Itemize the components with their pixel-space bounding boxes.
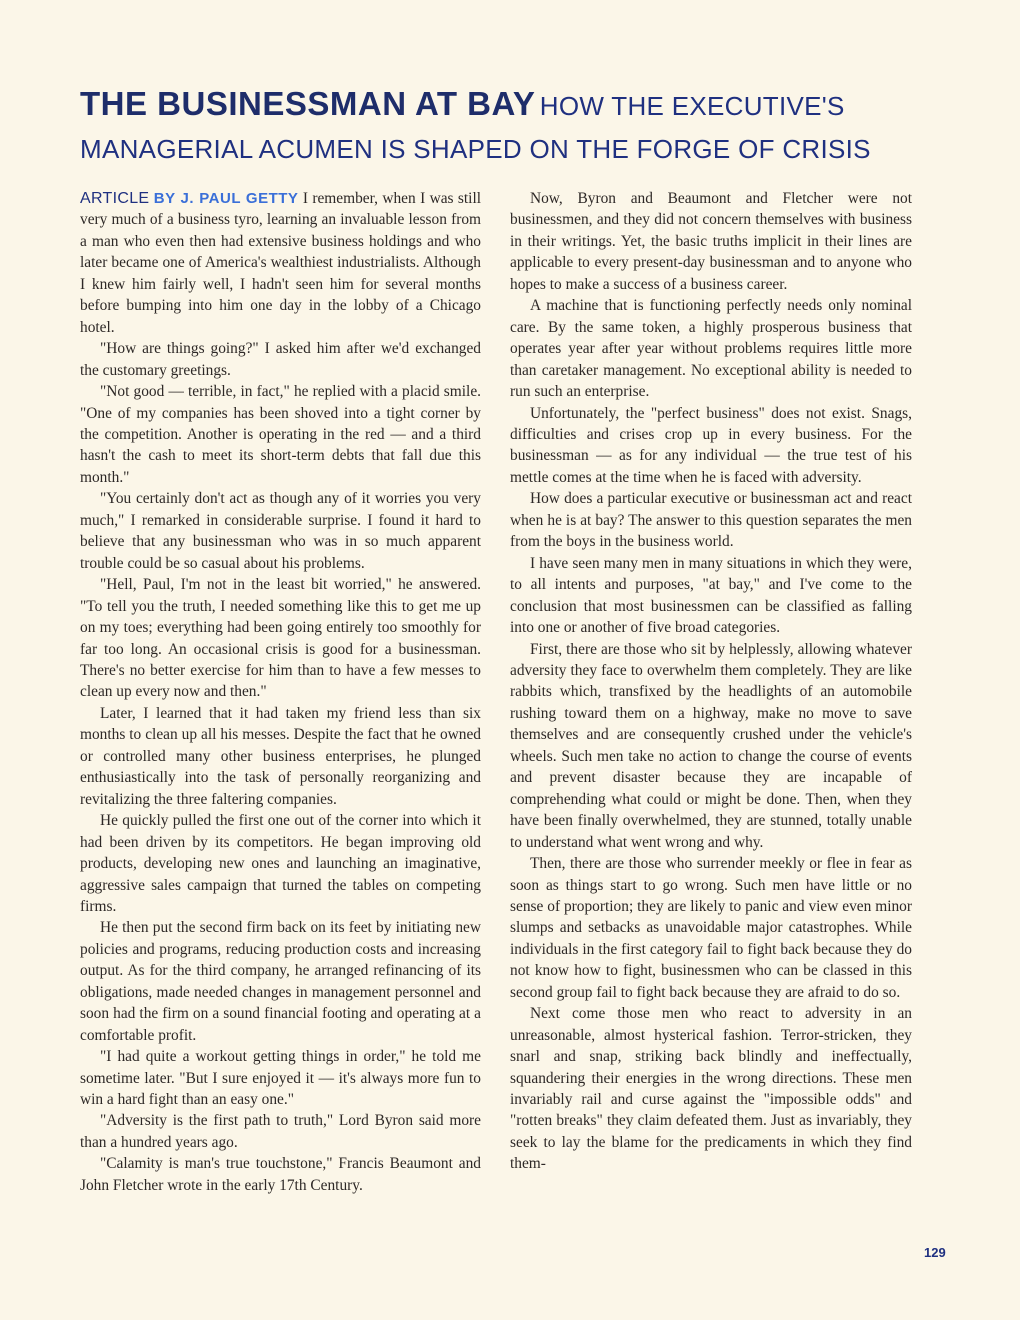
paragraph: He then put the second firm back on its feet by initiating new policies and programs, reducing production costs and increasing output. As for the third company, he arranged refinancing of its obligations, made needed changes in management personnel and soon had the firm on a sound financial footing and operating at a comfortable profit. <box>80 919 481 1044</box>
paragraph: Later, I learned that it had taken my friend less than six months to clean up all his messes. Despite the fact that he owned or controlled many other business enterprises, he plunged enthusiastically into the task of personally reorganizing and revitalizing the three faltering companies. <box>80 704 481 808</box>
paragraph: "How are things going?" I asked him after we'd exchanged the customary greetings. <box>80 340 481 379</box>
article-subtitle-part1: HOW THE EXECUTIVE'S <box>539 91 845 121</box>
right-column <box>510 188 912 1175</box>
paragraph: A machine that is functioning perfectly needs only nominal care. By the same token, a highly prosperous business that operates year after year without problems requires little more than caretaker management. No exceptional ability is needed to run such an enterprise. <box>510 297 912 401</box>
paragraph: I have seen many men in many situations in which they were, to all intents and purposes, "at bay," and I've come to the conclusion that most businessmen can be classified as falling into one or another of five broad categories. <box>510 554 912 637</box>
article-byline: BY J. PAUL GETTY <box>153 190 299 207</box>
paragraph: "Calamity is man's true touchstone," Francis Beaumont and John Fletcher wrote in the early 17th Century. <box>80 1155 481 1194</box>
headline <box>80 86 960 167</box>
paragraph: He quickly pulled the first one out of the corner into which it had been driven by its competitors. He began improving old products, developing new ones and launching an imaginative, aggressive sales campaign that turned the tables on competing firms. <box>80 812 481 915</box>
paragraph: "I had quite a workout getting things in order," he told me sometime later. "But I sure enjoyed it — it's always more fun to win a hard fight than an easy one." <box>80 1048 481 1109</box>
paragraph-text: I remember, when I was still very much of a business tyro, learning an invaluable lesson from a man who even then had extensive business holdings and who later became one of America's wealthiest industrialists. Although I knew him fairly well, I hadn't seen him for several months before bumping into him one day in the lobby of a Chicago hotel. <box>80 190 481 336</box>
paragraph: "Not good — terrible, in fact," he replied with a placid smile. "One of my companies has been shoved into a tight corner by the competition. Another is operating in the red — and a third hasn't the cash to meet its short-term debts that fall due this month." <box>80 383 481 486</box>
paragraph: How does a particular executive or businessman act and react when he is at bay? The answer to this question separates the men from the boys in the business world. <box>510 490 912 551</box>
paragraph: "Adversity is the first path to truth," Lord Byron said more than a hundred years ago. <box>80 1112 481 1151</box>
article-kicker: ARTICLE <box>80 190 150 207</box>
article-subtitle-part2: MANAGERIAL ACUMEN IS SHAPED ON THE FORGE OF CRISIS <box>80 134 871 164</box>
page-number: 129 <box>924 1245 946 1260</box>
paragraph: Unfortunately, the "perfect business" does not exist. Snags, difficulties and crises crop up in every business. For the businessman — as for any individual — the true test of his mettle comes at the time when he is faced with adversity. <box>510 404 912 486</box>
paragraph: Then, there are those who surrender meekly or flee in fear as soon as things start to go wrong. Such men have little or no sense of proportion; they are likely to panic and view even minor slumps and setbacks as unavoidable major catastrophes. While individuals in the first category fail to fight back because they do not know how to fight, businessmen who can be classed in this second group fail to fight back because they are afraid to do so. <box>510 855 912 1001</box>
left-column <box>80 188 481 1196</box>
paragraph: Next come those men who react to adversity in an unreasonable, almost hysterical fashion. Terror-stricken, they snarl and snap, striking back blindly and ineffectually, squandering their energies in the wrong directions. These men invariably rail and curse against the "impossible odds" and "rotten breaks" they claim defeated them. Just as invariably, they seek to lay the blame for the predicaments in which they find them- <box>510 1005 912 1173</box>
paragraph: "Hell, Paul, I'm not in the least bit worried," he answered. "To tell you the truth, I needed something like this to get me up on my toes; everything had been going entirely too smoothly for far too long. An occasional crisis is good for a businessman. There's no better exercise for him than to have a few messes to clean up every now and then." <box>80 576 481 701</box>
paragraph <box>80 188 481 338</box>
paragraph: First, there are those who sit by helplessly, allowing whatever adversity they face to overwhelm them completely. They are like rabbits which, transfixed by the headlights of an automobile rushing toward them on a highway, make no move to save themselves and are consequently crushed under the vehicle's wheels. Such men take no action to change the course of events and prevent disaster because they are incapable of comprehending what could or might be done. Then, when they have been finally overwhelmed, they are stunned, totally unable to understand what went wrong and why. <box>510 640 912 851</box>
paragraph: "You certainly don't act as though any of it worries you very much," I remarked in considerable surprise. I found it hard to believe that any businessman who was in so much apparent trouble could be so casual about his problems. <box>80 490 481 572</box>
paragraph: Now, Byron and Beaumont and Fletcher were not businessmen, and they did not concern themselves with business in their writings. Yet, the basic truths implicit in their lines are applicable to every present-day businessman and to anyone who hopes to make a success of a business career. <box>510 190 912 293</box>
article-title: THE BUSINESSMAN AT BAY <box>80 85 536 122</box>
